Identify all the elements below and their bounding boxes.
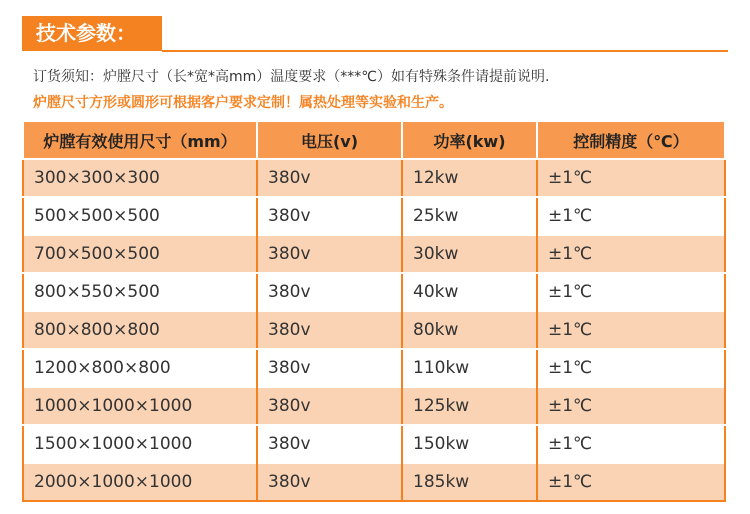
table-row [23,197,725,235]
cell-accuracy: ±1℃ [537,463,725,501]
table-row [23,159,725,197]
cell-size: 1500×1000×1000 [23,425,257,463]
cell-power: 12kw [402,159,537,197]
cell-voltage: 380v [257,349,402,387]
cell-accuracy: ±1℃ [537,273,725,311]
section-title: 技术参数： [22,16,162,51]
header-voltage: 电压(v) [257,121,402,159]
cell-voltage: 380v [257,463,402,501]
cell-accuracy: ±1℃ [537,197,725,235]
cell-power: 110kw [402,349,537,387]
cell-size: 800×550×500 [23,273,257,311]
cell-voltage: 380v [257,197,402,235]
cell-size: 1200×800×800 [23,349,257,387]
cell-power: 185kw [402,463,537,501]
cell-voltage: 380v [257,425,402,463]
cell-voltage: 380v [257,159,402,197]
cell-voltage: 380v [257,235,402,273]
cell-power: 150kw [402,425,537,463]
cell-accuracy: ±1℃ [537,159,725,197]
cell-voltage: 380v [257,273,402,311]
table-row [23,349,725,387]
cell-power: 80kw [402,311,537,349]
order-notice: 订货须知：炉膛尺寸（长*宽*高mm）温度要求（***℃）如有特殊条件请提前说明. [33,69,550,85]
cell-accuracy: ±1℃ [537,311,725,349]
cell-accuracy: ±1℃ [537,349,725,387]
cell-size: 700×500×500 [23,235,257,273]
spec-table [22,120,726,502]
cell-size: 800×800×800 [23,311,257,349]
cell-power: 25kw [402,197,537,235]
cell-size: 300×300×300 [23,159,257,197]
cell-voltage: 380v [257,387,402,425]
cell-size: 500×500×500 [23,197,257,235]
custom-note: 炉膛尺寸方形或圆形可根据客户要求定制！属热处理等实验和生产。 [33,95,453,111]
cell-power: 30kw [402,235,537,273]
table-row [23,273,725,311]
cell-accuracy: ±1℃ [537,425,725,463]
header-size: 炉膛有效使用尺寸（mm） [23,121,257,159]
cell-power: 125kw [402,387,537,425]
table-row [23,425,725,463]
header-accuracy: 控制精度（℃） [537,121,725,159]
table-row [23,311,725,349]
header-power: 功率(kw) [402,121,537,159]
table-header-row [23,121,725,159]
title-divider [162,50,728,52]
cell-accuracy: ±1℃ [537,235,725,273]
cell-accuracy: ±1℃ [537,387,725,425]
cell-size: 1000×1000×1000 [23,387,257,425]
table-row [23,387,725,425]
cell-voltage: 380v [257,311,402,349]
cell-size: 2000×1000×1000 [23,463,257,501]
table-row [23,463,725,501]
cell-power: 40kw [402,273,537,311]
table-row [23,235,725,273]
